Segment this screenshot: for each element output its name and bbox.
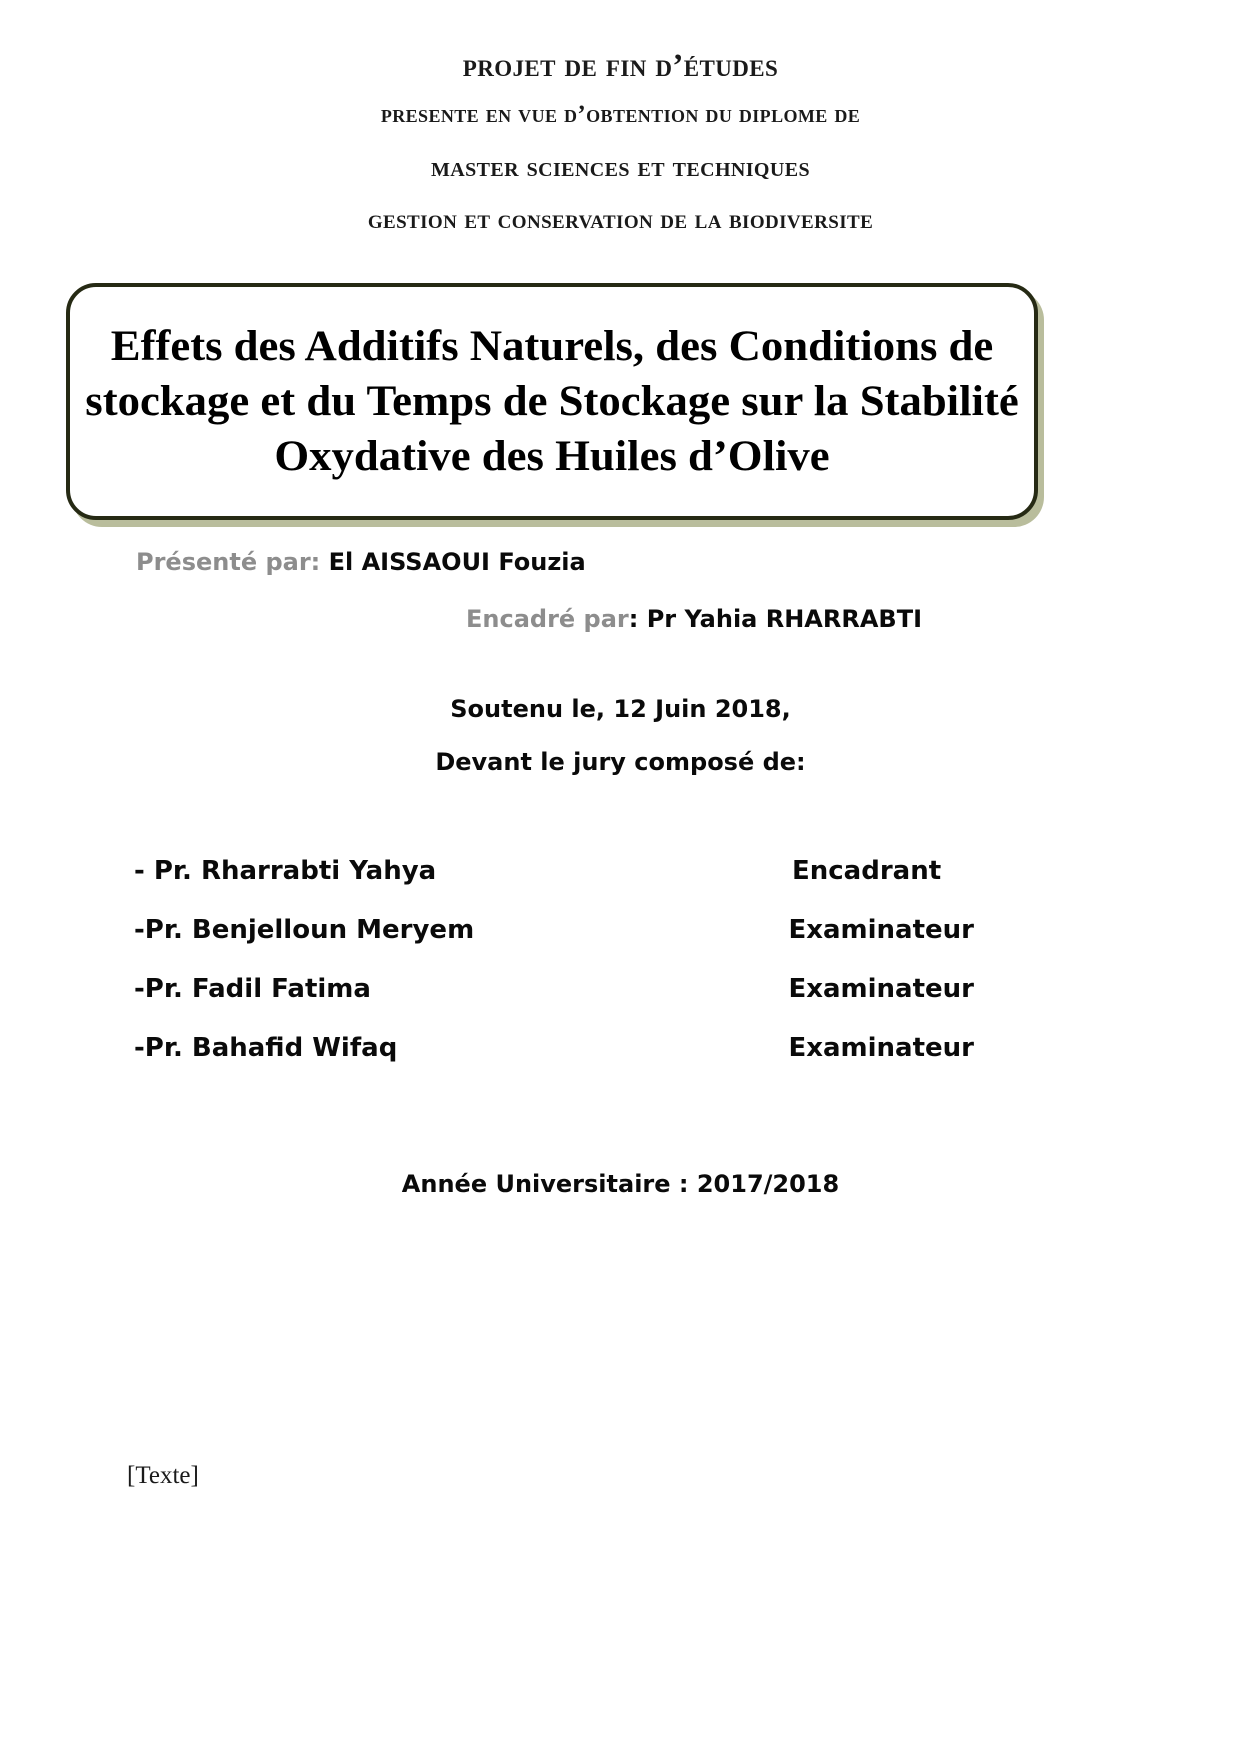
- supervised-by-line: [466, 605, 922, 634]
- academic-year: Année Universitaire : 2017/2018: [401, 1170, 840, 1198]
- presented-by-label: Présenté par:: [136, 548, 321, 576]
- supervisor-name: : Pr Yahia RHARRABTI: [628, 605, 923, 633]
- header-line-presente: presente en vue d’obtention du diplome de: [380, 101, 861, 128]
- jury-intro: Devant le jury composé de:: [435, 748, 806, 776]
- jury-member-role: Examinateur: [788, 974, 974, 1004]
- jury-member-role: Examinateur: [788, 1033, 974, 1063]
- jury-member-name: -Pr. Bahafid Wifaq: [134, 1033, 398, 1063]
- header-line-projet: projet de fin d’études: [462, 48, 779, 84]
- thesis-title: Effets des Additifs Naturels, des Conditions de stockage et du Temps de Stockage sur la Stabilité Oxydative des Huiles d’Olive: [85, 322, 1019, 481]
- jury-row: [134, 856, 974, 915]
- presented-by-line: [136, 548, 586, 577]
- jury-list: [134, 856, 974, 1092]
- author-name: El AISSAOUI Fouzia: [320, 548, 586, 576]
- jury-row: [134, 915, 974, 974]
- title-box-container: [66, 283, 1038, 520]
- header-line-master: master sciences et techniques: [430, 151, 810, 183]
- header-line-specialite: gestion et conservation de la biodiversite: [367, 204, 874, 234]
- jury-member-name: - Pr. Rharrabti Yahya: [134, 856, 437, 886]
- title-box: [66, 283, 1038, 520]
- supervised-by-label: Encadré par: [466, 605, 629, 633]
- jury-member-role: Examinateur: [788, 915, 974, 945]
- defense-date: Soutenu le, 12 Juin 2018,: [450, 695, 791, 723]
- jury-member-name: -Pr. Fadil Fatima: [134, 974, 371, 1004]
- jury-row: [134, 1033, 974, 1092]
- footer-placeholder: [Texte]: [127, 1462, 199, 1489]
- jury-row: [134, 974, 974, 1033]
- jury-member-name: -Pr. Benjelloun Meryem: [134, 915, 475, 945]
- jury-member-role: Encadrant: [792, 856, 942, 886]
